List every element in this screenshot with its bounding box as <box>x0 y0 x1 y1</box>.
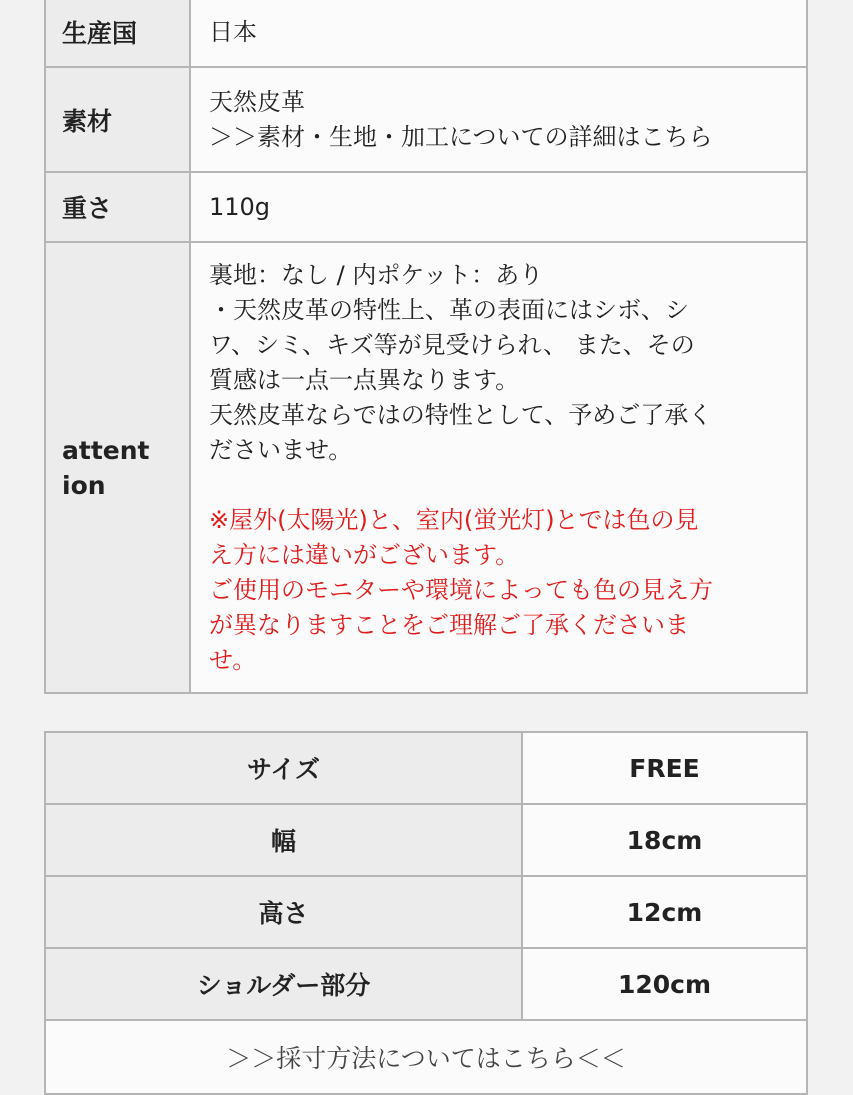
size-row <box>45 948 807 1020</box>
attention-note-line: せ。 <box>209 645 257 674</box>
spec-row-attention <box>45 242 807 693</box>
measurement-method-link[interactable]: ＞＞採寸方法についてはこちら＜＜ <box>45 1020 807 1094</box>
size-value: 120cm <box>522 948 807 1020</box>
spec-value-attention <box>190 242 807 693</box>
size-value: 18cm <box>522 804 807 876</box>
spec-row-weight <box>45 172 807 242</box>
spec-row-material <box>45 67 807 172</box>
attention-gap <box>209 468 806 503</box>
size-label: ショルダー部分 <box>45 948 522 1020</box>
spec-label-weight: 重さ <box>45 172 190 242</box>
size-label: サイズ <box>45 732 522 804</box>
spec-value-origin: 日本 <box>190 0 807 67</box>
size-row <box>45 732 807 804</box>
attention-label-2: ion <box>62 470 106 500</box>
size-table <box>44 731 808 1095</box>
attention-line: 天然皮革ならではの特性として、予めご了承く <box>209 400 713 429</box>
attention-line: ・天然皮革の特性上、革の表面にはシボ、シ <box>209 295 689 324</box>
size-row <box>45 876 807 948</box>
spec-label-material: 素材 <box>45 67 190 172</box>
attention-note-line: が異なりますことをご理解ご了承くださいま <box>209 610 689 639</box>
material-value: 天然皮革 <box>209 87 305 116</box>
spec-value-material <box>190 67 807 172</box>
product-spec-table <box>44 0 808 694</box>
spec-label-attention <box>45 242 190 693</box>
size-row <box>45 804 807 876</box>
attention-note-line: ※屋外(太陽光)と、室内(蛍光灯)とでは色の見 <box>209 505 699 534</box>
size-label: 幅 <box>45 804 522 876</box>
attention-line: 裏地：なし / 内ポケット：あり <box>209 260 544 289</box>
attention-label-1: attent <box>62 435 150 465</box>
size-value: FREE <box>522 732 807 804</box>
attention-note-line: ご使用のモニターや環境によっても色の見え方 <box>209 575 713 604</box>
size-label: 高さ <box>45 876 522 948</box>
attention-line: ださいませ。 <box>209 435 353 464</box>
attention-note-line: え方には違いがございます。 <box>209 540 520 569</box>
size-link-row <box>45 1020 807 1094</box>
attention-line: ワ、シミ、キズ等が見受けられ、 また、その <box>209 330 695 359</box>
size-value: 12cm <box>522 876 807 948</box>
spec-label-origin: 生産国 <box>45 0 190 67</box>
spec-value-weight: 110g <box>190 172 807 242</box>
attention-line: 質感は一点一点異なります。 <box>209 365 520 394</box>
spec-row-origin <box>45 0 807 67</box>
material-detail-link[interactable]: ＞＞素材・生地・加工についての詳細はこちら <box>209 122 713 151</box>
